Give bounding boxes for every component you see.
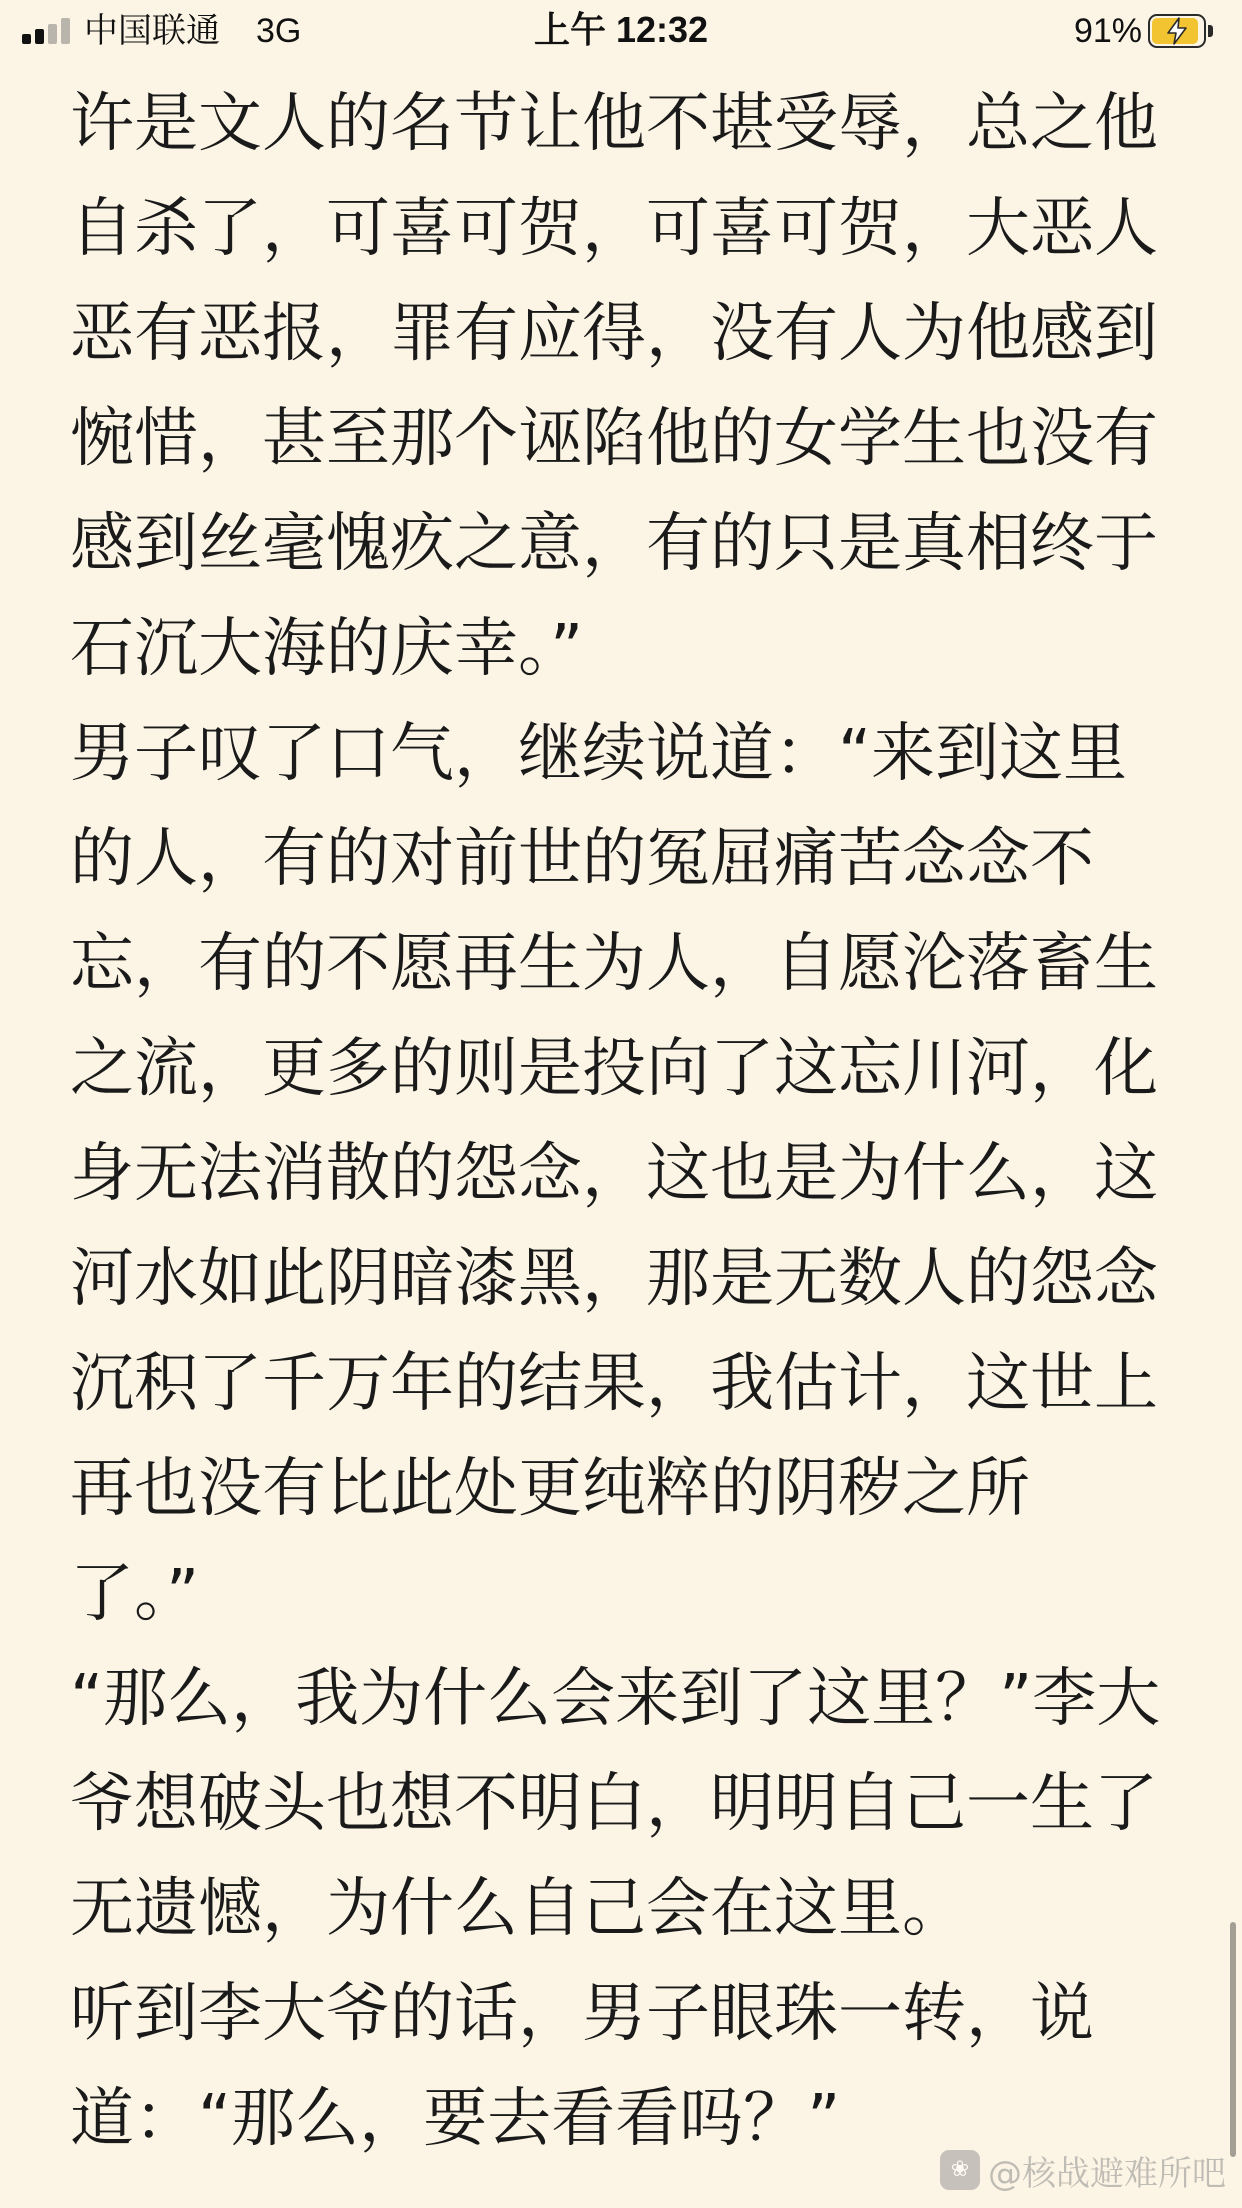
battery-icon bbox=[1148, 14, 1214, 48]
text-line: 沉积了千万年的结果，我估计，这世上 bbox=[70, 1347, 1158, 1421]
text-line: 了。” bbox=[70, 1557, 200, 1631]
text-line: 爷想破头也想不明白，明明自己一生了 bbox=[70, 1767, 1158, 1841]
battery-percent: 91% bbox=[1073, 12, 1142, 50]
carrier-name: 中国联通 bbox=[84, 12, 220, 50]
charging-bolt-icon bbox=[1164, 17, 1190, 45]
text-line: 恶有恶报，罪有应得，没有人为他感到 bbox=[70, 297, 1158, 371]
text-line: 道：“那么，要去看看吗？” bbox=[70, 2082, 841, 2156]
text-line: 感到丝毫愧疚之意，有的只是真相终于 bbox=[70, 507, 1158, 581]
text-line: 许是文人的名节让他不堪受辱，总之他 bbox=[70, 87, 1158, 161]
text-line: 无遗憾，为什么自己会在这里。 bbox=[70, 1872, 966, 1946]
text-line: 惋惜，甚至那个诬陷他的女学生也没有 bbox=[70, 402, 1158, 476]
text-line: “那么，我为什么会来到了这里？”李大 bbox=[70, 1662, 1161, 1736]
network-type: 3G bbox=[256, 12, 302, 50]
paw-logo-icon: ❀ bbox=[940, 2150, 980, 2190]
watermark-text: @核战避难所吧 bbox=[988, 2153, 1226, 2194]
text-line: 河水如此阴暗漆黑，那是无数人的怨念 bbox=[70, 1242, 1158, 1316]
text-line: 忘，有的不愿再生为人，自愿沦落畜生 bbox=[70, 927, 1158, 1001]
reading-content[interactable] bbox=[70, 86, 1180, 2186]
text-line: 的人，有的对前世的冤屈痛苦念念不 bbox=[70, 822, 1094, 896]
status-time: 上午 12:32 bbox=[533, 9, 709, 50]
text-line: 身无法消散的怨念，这也是为什么，这 bbox=[70, 1137, 1158, 1211]
text-line: 之流，更多的则是投向了这忘川河，化 bbox=[70, 1032, 1158, 1106]
watermark bbox=[940, 2146, 1226, 2194]
text-line: 听到李大爷的话，男子眼珠一转，说 bbox=[70, 1977, 1094, 2051]
scroll-indicator[interactable] bbox=[1230, 1922, 1236, 2157]
text-line: 自杀了，可喜可贺，可喜可贺，大恶人 bbox=[70, 192, 1158, 266]
text-line: 男子叹了口气，继续说道：“来到这里 bbox=[70, 717, 1128, 791]
text-line: 石沉大海的庆幸。” bbox=[70, 612, 584, 686]
status-bar bbox=[0, 0, 1242, 62]
text-line: 再也没有比此处更纯粹的阴秽之所 bbox=[70, 1452, 1030, 1526]
